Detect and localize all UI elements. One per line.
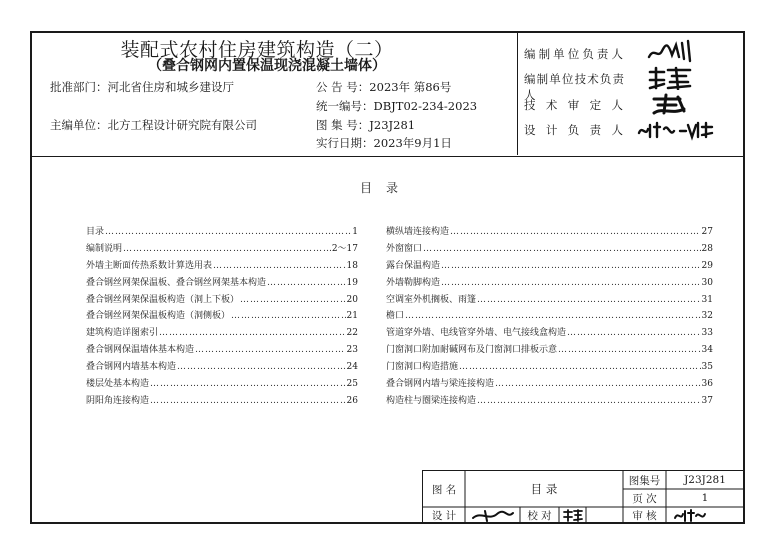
drawing-name-label: 图 名 [431, 483, 457, 496]
atlas-no: J23J281 [684, 474, 726, 486]
toc-item[interactable] [386, 342, 713, 359]
toc-item-label: 外墙主断面传热系数计算选用表 [86, 260, 213, 271]
check-label: 校 对 [527, 509, 552, 522]
toc-item[interactable] [86, 308, 358, 325]
header-divider [517, 33, 518, 155]
toc-leader-dots [405, 311, 701, 321]
toc-item[interactable] [386, 376, 713, 393]
toc-item-label: 建筑构造详图索引 [86, 328, 159, 339]
signature-2 [646, 66, 696, 90]
toc-leader-dots [441, 278, 701, 288]
toc-item[interactable] [386, 258, 713, 275]
toc-leader-dots [240, 295, 346, 305]
toc-item-label: 构造柱与圈梁连接构造 [386, 395, 477, 406]
header-block [32, 33, 743, 157]
toc-item[interactable] [86, 325, 358, 342]
toc-leader-dots [150, 379, 346, 389]
toc-item-label: 叠合钢网内墙与梁连接构造 [386, 379, 495, 390]
signature-3 [650, 93, 690, 115]
toc-leader-dots [495, 379, 701, 389]
toc-leader-dots [123, 244, 331, 254]
toc-item[interactable] [86, 376, 358, 393]
unified-number: 统一编号：DBJT02-234-2023 [316, 99, 478, 113]
title-block [422, 470, 744, 523]
toc-item-label: 空调室外机搁板、雨篷 [386, 294, 477, 305]
toc-leader-dots [558, 345, 701, 355]
toc-item-page: 26 [346, 395, 358, 406]
toc-item-label: 目录 [86, 227, 105, 237]
signature-4 [636, 119, 716, 141]
toc-item-page: 31 [701, 294, 713, 305]
toc-leader-dots [231, 311, 346, 321]
drawing-name: 目 录 [530, 482, 558, 496]
toc-leader-dots [567, 328, 701, 338]
approval-department: 批准部门：河北省住房和城乡建设厅 [50, 80, 234, 94]
toc-item[interactable] [386, 393, 713, 410]
toc-item-page: 34 [701, 345, 713, 356]
document-subtitle: （叠合钢网内置保温现浇混凝土墙体） [148, 58, 386, 74]
page-number: 1 [701, 492, 709, 504]
toc-item-page: 36 [701, 379, 713, 390]
toc-item[interactable] [386, 325, 713, 342]
toc-item[interactable] [86, 342, 358, 359]
toc-item[interactable] [386, 308, 713, 325]
document-title: 装配式农村住房建筑构造（二） [120, 39, 394, 61]
toc-item-label: 阴阳角连接构造 [86, 395, 150, 406]
toc-item[interactable] [86, 393, 358, 410]
announcement-number: 公 告 号：2023年 第86号 [316, 80, 452, 94]
technical-responsible-label: 编制单位技术负责人 [524, 72, 624, 102]
toc-item-label: 编制说明 [86, 243, 123, 254]
toc-leader-dots [477, 396, 701, 406]
toc-item-label: 叠合钢丝网架保温板构造（洞上下板） [86, 294, 240, 305]
toc-item-page: 23 [346, 345, 358, 356]
toc-item-page: 19 [346, 277, 358, 288]
drawing-frame [30, 31, 745, 524]
toc-item-label: 叠合钢网保温墙体基本构造 [86, 345, 195, 356]
toc-left-column [86, 224, 358, 410]
toc-item-label: 楼层处基本构造 [86, 379, 150, 390]
toc-item-page: 37 [701, 395, 713, 406]
toc-item[interactable] [386, 359, 713, 376]
page-label: 页 次 [632, 492, 657, 505]
atlas-no-label: 图集号 [628, 474, 661, 487]
chief-editor-unit: 主编单位：北方工程设计研究院有限公司 [50, 118, 257, 132]
toc-leader-dots [213, 261, 346, 271]
toc-item-label: 门窗洞口构造措施 [386, 362, 459, 373]
toc-leader-dots [105, 227, 351, 237]
atlas-number: 图 集 号：J23J281 [316, 118, 416, 132]
toc-item[interactable] [86, 292, 358, 309]
toc-leader-dots [450, 227, 701, 237]
design-responsible-label: 设计负责人 [524, 123, 624, 137]
toc-item[interactable] [386, 275, 713, 292]
toc-item-page: 28 [701, 243, 713, 254]
toc-item-label: 檐口 [386, 311, 405, 322]
toc-item-label: 外墙勒脚构造 [386, 277, 441, 288]
toc-item-page: 22 [346, 328, 358, 339]
toc-item-label: 叠合钢网内墙基本构造 [86, 362, 177, 373]
design-label: 设 计 [431, 509, 457, 522]
toc-item-page: 18 [346, 260, 358, 271]
toc-item-label: 叠合钢丝网架保温板构造（洞侧板） [86, 311, 231, 322]
toc-item-page: 27 [701, 227, 713, 237]
toc-item[interactable] [386, 241, 713, 258]
toc-leader-dots [195, 345, 346, 355]
toc-title: 目录 [360, 181, 413, 195]
toc-item-label: 叠合钢丝网架保温板、叠合钢丝网架基本构造 [86, 277, 267, 288]
technical-reviewer-label: 技术审定人 [524, 98, 624, 112]
toc-item-page: 25 [346, 379, 358, 390]
toc-leader-dots [150, 396, 346, 406]
toc-item-page: 35 [701, 362, 713, 373]
signature-1 [646, 39, 696, 63]
toc-item[interactable] [86, 241, 358, 258]
toc-item-page: 33 [701, 328, 713, 339]
toc-item[interactable] [86, 258, 358, 275]
toc-leader-dots [459, 362, 701, 372]
toc-item-label: 露台保温构造 [386, 260, 441, 271]
toc-right-column [386, 224, 713, 410]
checker-signature [562, 509, 584, 522]
toc-leader-dots [423, 244, 701, 254]
toc-item[interactable] [86, 224, 358, 241]
toc-item-label: 横纵墙连接构造 [386, 227, 450, 237]
reviewer-signature [673, 509, 707, 522]
toc-item[interactable] [386, 292, 713, 309]
designer-signature [471, 509, 515, 522]
toc-item-page: 21 [346, 311, 358, 322]
toc-item-page: 20 [346, 294, 358, 305]
toc-leader-dots [177, 362, 346, 372]
toc-item[interactable] [86, 275, 358, 292]
toc-item-label: 门窗洞口附加耐碱网布及门窗洞口排板示意 [386, 345, 558, 356]
toc-item-page: 29 [701, 260, 713, 271]
toc-item[interactable] [386, 224, 713, 241]
toc-leader-dots [159, 328, 346, 338]
toc-item-page: 2～17 [331, 243, 358, 254]
toc-item-page: 32 [701, 311, 713, 322]
review-label: 审 核 [632, 509, 657, 522]
toc-item-page: 1 [352, 227, 358, 237]
toc-item-page: 24 [346, 362, 358, 373]
toc-leader-dots [441, 261, 701, 271]
toc-item-label: 管道穿外墙、电线管穿外墙、电气接线盒构造 [386, 328, 567, 339]
toc-item-page: 30 [701, 277, 713, 288]
toc-item-label: 外窗窗口 [386, 243, 423, 254]
toc-item[interactable] [86, 359, 358, 376]
toc-leader-dots [477, 295, 701, 305]
toc-leader-dots [267, 278, 346, 288]
effective-date: 实行日期：2023年9月1日 [316, 136, 452, 150]
responsible-unit-label: 编制单位负责人 [524, 47, 624, 61]
